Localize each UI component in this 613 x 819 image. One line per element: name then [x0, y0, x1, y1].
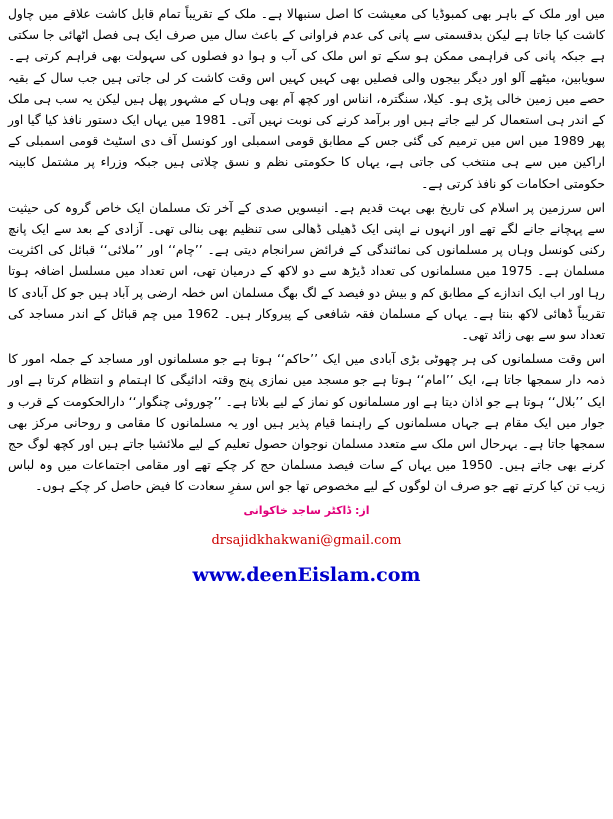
paragraph-muslim-community: اس وقت مسلمانوں کی ہر چھوٹی بڑی آبادی میں ایک ’’حاکم‘‘ ہوتا ہے جو مسلمانوں اور مساجد کے جملہ امور کا ذمہ دار سمجھا جاتا ہے، ایک ’’امام‘‘ ہوتا ہے جو مسجد میں نمازی پنج وقتہ ادائیگی کا اہتمام و انتظام کرتا ہے اور ایک ’’بلال‘‘ ہوتا ہے جو اذان دیتا ہے اور مسلمانوں کو نماز کے لیے بلاتا ہے۔ ’’چوروئی چنگوار‘‘ دارالحکومت کے قرب و جوار میں ایک مقام ہے جہاں مسلمانوں کے راہنما قیام پذیر ہیں اور یہ مسلمانوں کا مقامی و روحانی مرکز بھی سمجھا جاتا ہے۔ بہرحال اس ملک سے متعدد مسلمان نوجوان حصول تعلیم کے لیے ملائشیا جاتے ہیں اور کچھ لوگ حج کرنے بھی جاتے ہیں۔ 1950 میں یہاں کے سات فیصد مسلمان حج کر چکے تھے اور مقامی اجتماعات میں وہ لباس زیب تن کیا کرتے تھے جو صرف ان لوگوں کے لیے مخصوص تھا جو اس سفرِ سعادت کا فیض حاصل کر چکے ہوں۔	[8, 352, 606, 494]
paragraph-agriculture: میں اور ملک کے باہر بھی کمبوڈیا کی معیشت کا اصل سنبھالا ہے۔ ملک کے تقریباً تمام قابل کاشت علاقے میں چاول کاشت کیا جاتا ہے لیکن بدقسمتی سے پانی کی عدم فراوانی کے باعث سال میں صرف ایک ہی فصل اٹھائی جا سکتی ہے جبکہ پانی کی فراہمی ممکن ہو سکے تو اس ملک کی آب و ہوا دو فصلوں کی سہولت بھی فراہم کرتی ہے۔ سویابین، میٹھے آلو اور دیگر بیجوں والی فصلیں بھی کہیں کہیں اس وقت کاشت کر لی جاتی ہیں جب سال کے بقیہ حصے میں زمین خالی پڑی ہو۔ کیلا، سنگترہ، انناس اور کچھ آم بھی وہاں کے مشہور پھل ہیں لیکن یہ سب ہی ملک کے اندر ہی استعمال کر لیے جاتے ہیں اور برآمد کرنے کی نوبت نہیں آتی۔ 1981 میں یہاں ایک دستور نافذ کیا گیا اور پھر 1989 میں اس میں ترمیم کی گئی جس کے مطابق قومی اسمبلی اور کونسل آف دی اسٹیٹ قومی اسمبلی کے اراکین میں سے ہی منتخب کی جاتی ہے، یہاں کا حکومتی نظم و نسق چلاتی ہیں جبکہ وزراء پر مشتمل کابینہ حکومتی احکامات کو نافذ کرتی ہے۔	[8, 7, 605, 191]
document-page	[8, 4, 605, 815]
paragraph-islam-history: اس سرزمین پر اسلام کی تاریخ بھی بہت قدیم ہے۔ انیسویں صدی کے آخر تک مسلمان ایک خاص گروہ کی حیثیت سے پہچانے جانے لگے تھے اور انہوں نے اپنی ایک ڈھیلی ڈھالی سی تنظیم بھی بنالی تھی۔ آزادی کے بعد سے ایک پانچ رکنی کونسل وہاں پر مسلمانوں کی نمائندگی کے فرائض سرانجام دیتی ہے۔ ’’چام‘‘ اور ’’ملائی‘‘ قبائل کی اکثریت مسلمان ہے۔ 1975 میں مسلمانوں کی تعداد ڈیڑھ سے دو لاکھ کے درمیان تھی، اس تعداد میں مسلسل اضافہ ہوتا رہا اور اب ایک اندازے کے مطابق کم و بیش دو فیصد کے لگ بھگ مسلمان اس خطہ ارضی پر آباد ہیں جو کل آبادی کا تقریباً ڈھائی لاکھ بنتا ہے۔ یہاں کے مسلمان فقہ شافعی کے پیروکار ہیں۔ 1962 میں چم قبائل کے اندر مساجد کی تعداد سو سے بھی زائد تھی۔	[8, 200, 605, 343]
author-credit: از: ڈاکٹر ساجد خاکوانی	[243, 503, 370, 517]
article-body	[8, 4, 605, 498]
author-email: drsajidkhakwani@gmail.com	[211, 532, 402, 548]
website-link[interactable]: www.deenEislam.com	[192, 563, 421, 586]
